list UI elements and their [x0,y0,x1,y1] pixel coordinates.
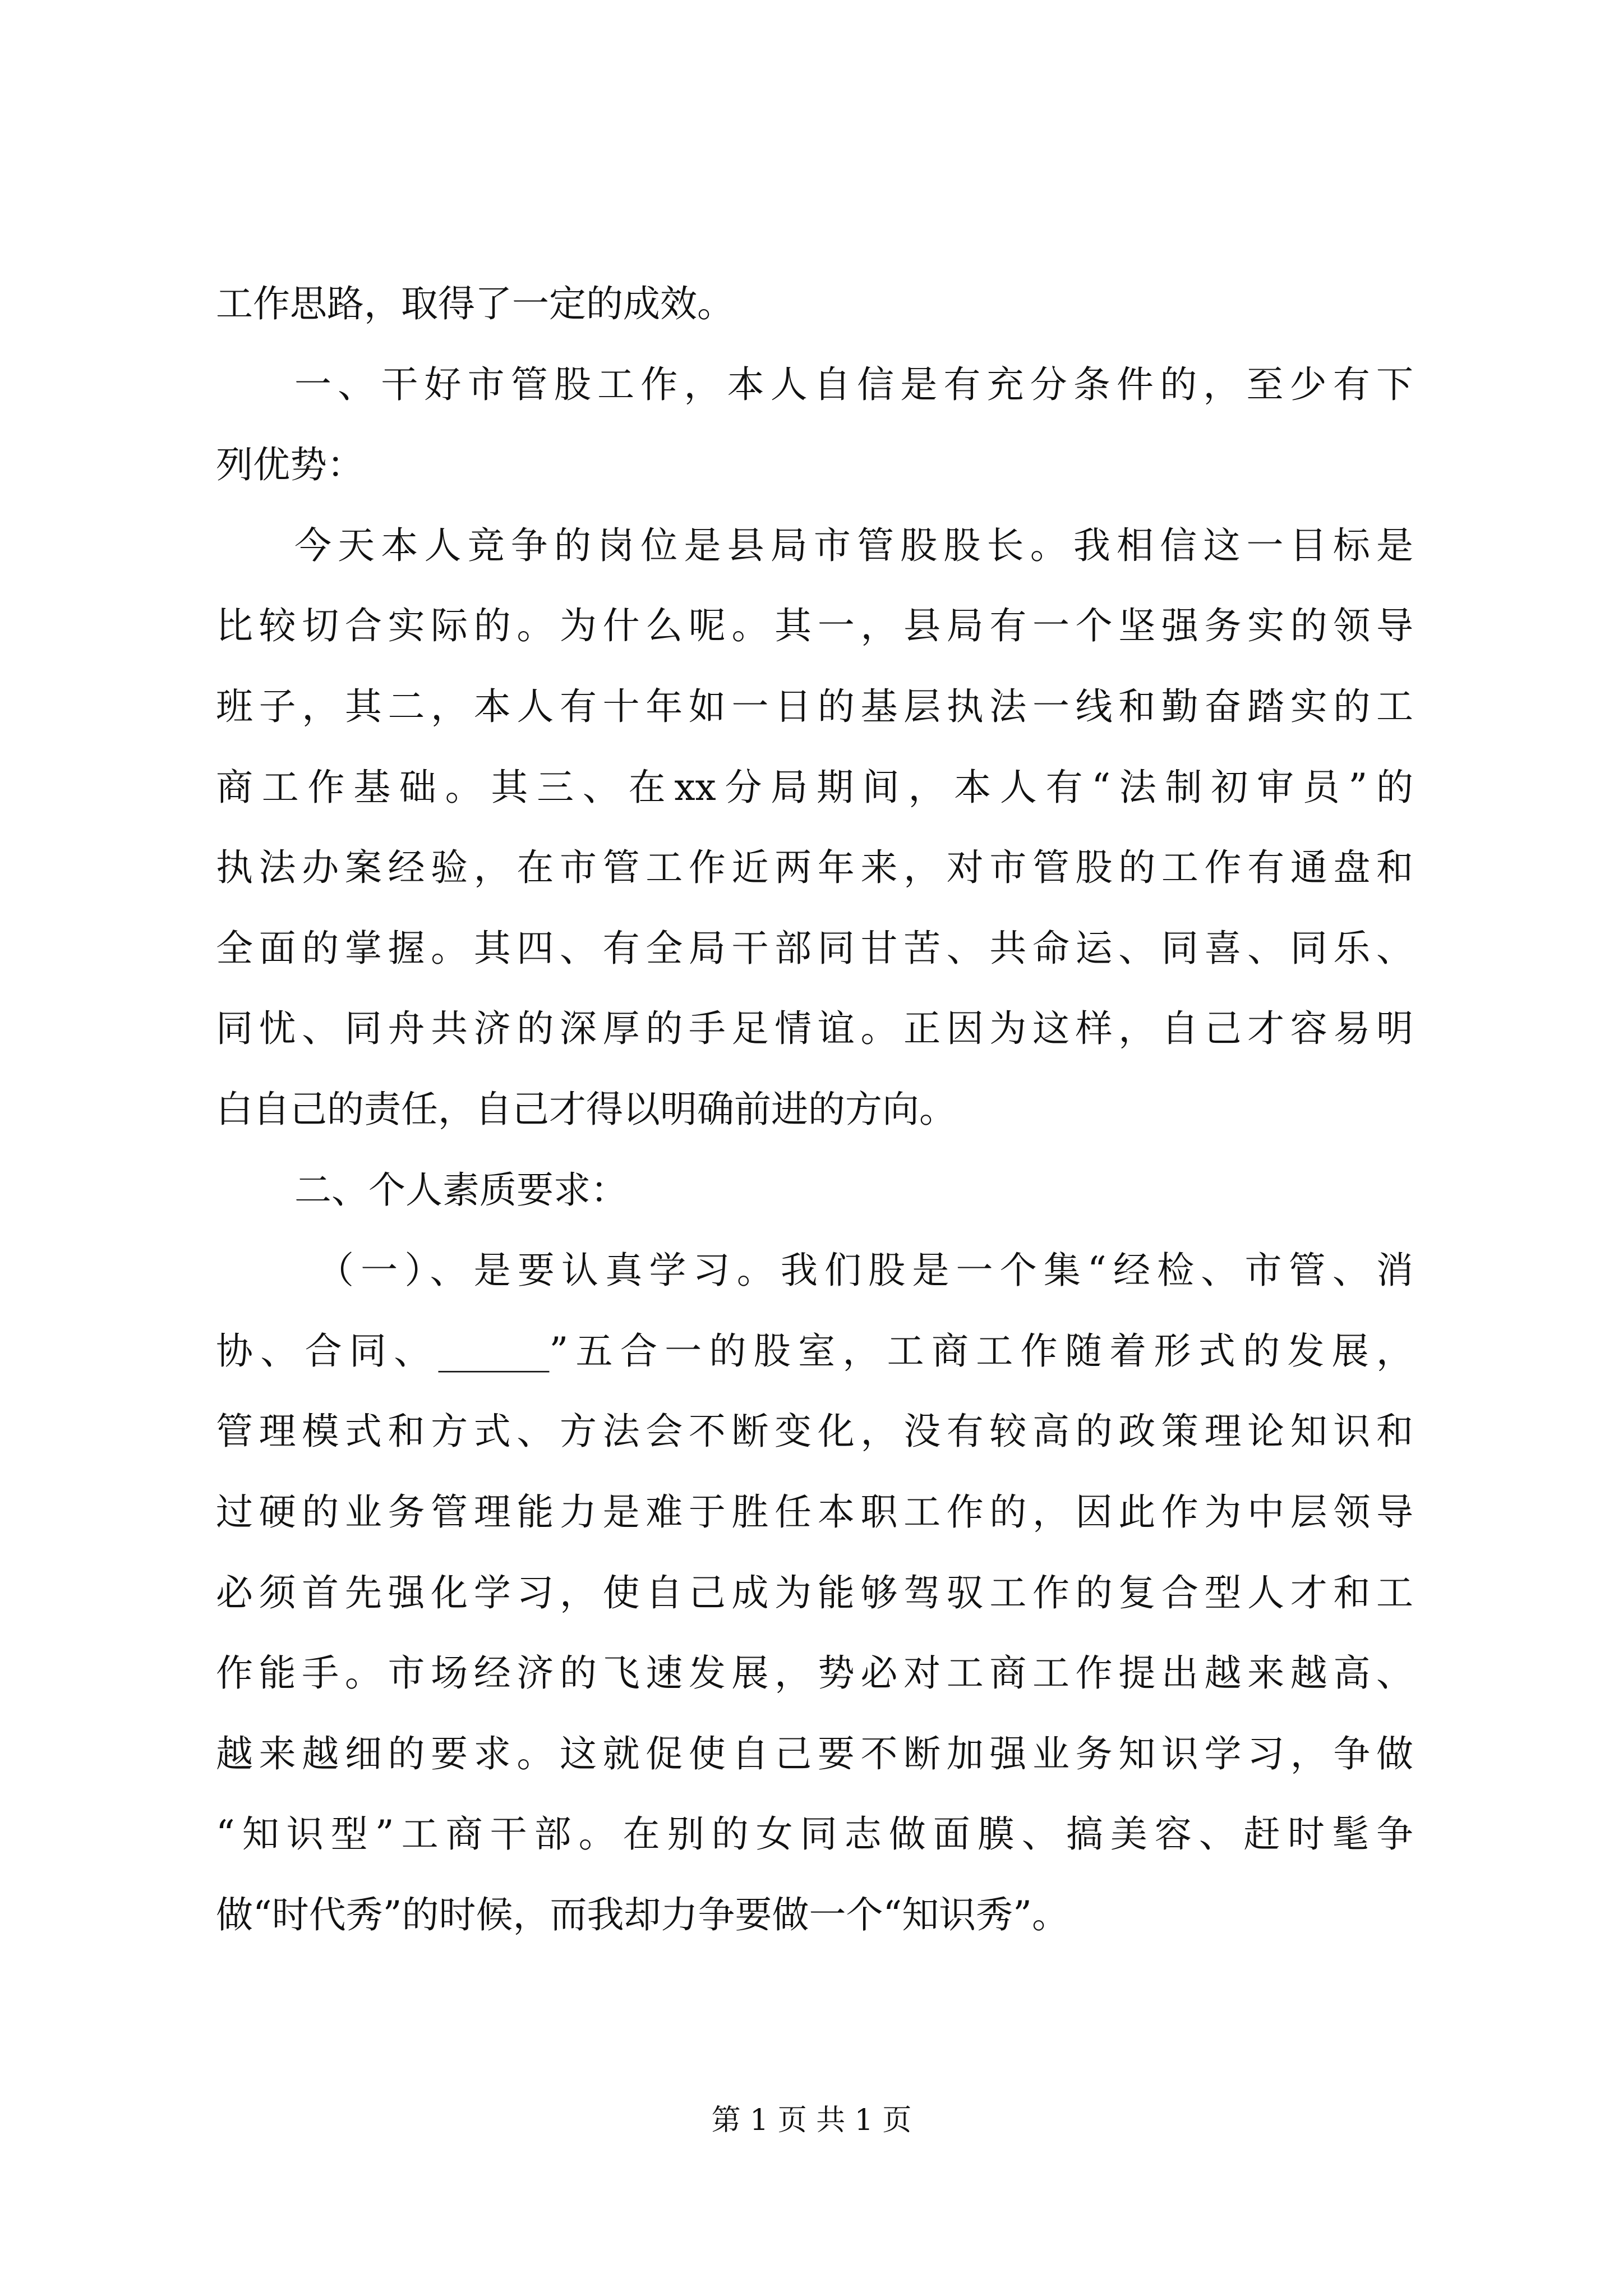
text-line: 二、个人素质要求： [294,1168,628,1212]
text-line: 作能手。市场经济的飞速发展，势必对工商工作提出越来越高、 [216,1651,1413,1695]
text-line: 执法办案经验，在市管工作近两年来，对市管股的工作有通盘和 [216,846,1413,890]
text-line: 列优势： [216,443,364,487]
page-footer: 第 1 页 共 1 页 [711,2104,912,2137]
text-line: 商工作基础。其三、在xx分局期间，本人有“法制初审员”的 [216,765,1413,809]
text-line: 必须首先强化学习，使自己成为能够驾驭工作的复合型人才和工 [216,1571,1413,1614]
text-line: 协、合同、______”五合一的股室，工商工作随着形式的发展， [216,1329,1413,1373]
document-body [216,264,1413,1955]
text-line: “知识型”工商干部。在别的女同志做面膜、搞美容、赶时髦争 [216,1812,1413,1856]
text-line: 做“时代秀”的时候，而我却力争要做一个“知识秀”。 [216,1893,1069,1936]
text-line: 班子，其二，本人有十年如一日的基层执法一线和勤奋踏实的工 [216,684,1413,728]
text-line: 今天本人竞争的岗位是县局市管股股长。我相信这一目标是 [294,523,1413,567]
text-line: 比较切合实际的。为什么呢。其一，县局有一个坚强务实的领导 [216,604,1413,648]
text-line: 同忧、同舟共济的深厚的手足情谊。正因为这样，自己才容易明 [216,1007,1413,1051]
text-line: （一）、是要认真学习。我们股是一个集“经检、市管、消 [317,1249,1413,1292]
text-line: 工作思路，取得了一定的成效。 [216,282,734,325]
text-line: 一、干好市管股工作，本人自信是有充分条件的，至少有下 [294,362,1413,406]
text-line: 过硬的业务管理能力是难于胜任本职工作的，因此作为中层领导 [216,1490,1413,1534]
text-line: 全面的掌握。其四、有全局干部同甘苦、共命运、同喜、同乐、 [216,926,1413,970]
text-line: 白自己的责任，自己才得以明确前进的方向。 [216,1087,956,1131]
text-line: 越来越细的要求。这就促使自己要不断加强业务知识学习，争做 [216,1732,1413,1775]
text-line: 管理模式和方式、方法会不断变化，没有较高的政策理论知识和 [216,1410,1413,1453]
